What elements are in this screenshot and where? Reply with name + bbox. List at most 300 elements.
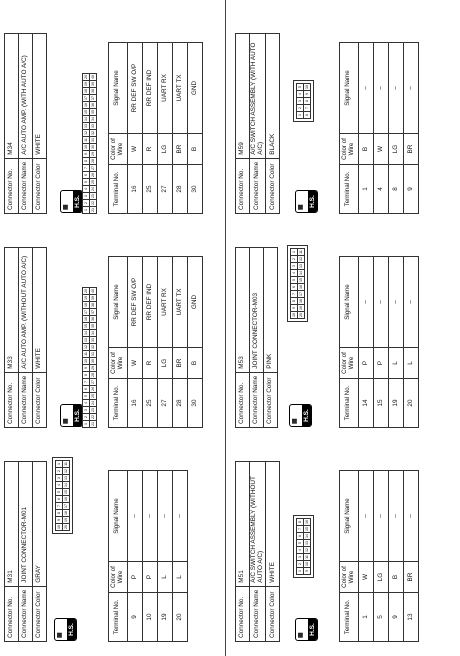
pin-cell: 4 <box>83 186 90 193</box>
connector-no-value: M34 <box>5 33 19 158</box>
pin-cell: 18 <box>64 511 68 515</box>
pin-cell: 1 <box>83 207 90 214</box>
wire-color-header: Color of Wire <box>109 348 128 379</box>
signal-name-cell: GND <box>187 257 202 348</box>
pin-cell: 35 <box>91 324 95 328</box>
signal-name-cell: – <box>373 43 388 134</box>
connector-glyph-icon: ▦ <box>298 632 304 638</box>
connector-name-value: A/C SWITCH ASSEMBLY (WITH AUTO A/C) <box>250 33 266 158</box>
hs-label: H.S. <box>302 405 311 426</box>
signal-name-cell: – <box>373 471 388 562</box>
pin-cell: 7 <box>83 165 90 172</box>
pin-cell: 19 <box>64 518 68 522</box>
pin-cell: 18 <box>84 303 88 307</box>
pin-cell: 6 <box>83 386 90 393</box>
pin-cell: 39 <box>91 82 95 86</box>
hs-icon <box>289 404 312 427</box>
pin-cell: 3 <box>291 263 298 270</box>
pin-cell: 11 <box>299 250 303 254</box>
terminal-no-header: Terminal No. <box>340 593 359 642</box>
terminal-no-cell: 9 <box>388 593 403 642</box>
connector-glyph-icon: ▦ <box>298 204 304 210</box>
connector-panel <box>4 228 199 428</box>
pin-cell: 1 <box>291 249 298 256</box>
pin-cell: 11 <box>305 555 309 559</box>
table-row <box>127 471 142 642</box>
connector-header-table <box>235 247 278 428</box>
hs-label: H.S. <box>73 405 82 426</box>
signal-name-cell: RR DEF IND <box>142 257 157 348</box>
pin-cell: 16 <box>305 520 309 524</box>
connector-header-table <box>4 33 47 214</box>
signal-name-cell: UART RX <box>157 257 172 348</box>
pin-cell: 6 <box>83 172 90 179</box>
connector-no-value: M33 <box>5 247 19 372</box>
signal-name-header: Signal Name <box>340 257 359 348</box>
pin-cell: 15 <box>299 278 303 282</box>
signal-table <box>108 256 203 428</box>
connector-color-label: Connector Color <box>266 158 280 213</box>
wire-color-cell: BR <box>403 562 418 593</box>
wire-color-cell: LG <box>373 562 388 593</box>
pin-cell: 34 <box>91 331 95 335</box>
terminal-no-cell: 16 <box>127 165 142 214</box>
signal-table <box>339 256 419 428</box>
signal-name-cell: UART TX <box>172 257 187 348</box>
pin-cell: 2 <box>297 561 304 568</box>
pin-cell: 11 <box>64 462 68 466</box>
pin-cell: 32 <box>91 131 95 135</box>
wire-color-header: Color of Wire <box>109 562 128 593</box>
connector-panel <box>4 442 184 642</box>
terminal-no-cell: 1 <box>358 165 373 214</box>
signal-name-cell: – <box>142 471 157 562</box>
pin-cell: 18 <box>84 89 88 93</box>
wire-color-header: Color of Wire <box>340 134 359 165</box>
terminal-no-header: Terminal No. <box>109 379 128 428</box>
signal-name-cell: UART TX <box>172 43 187 134</box>
connector-panel <box>235 228 415 428</box>
pin-cell: 20 <box>64 525 68 529</box>
pin-cell: 15 <box>84 324 88 328</box>
table-row <box>358 43 373 214</box>
pin-cell: 8 <box>56 510 63 517</box>
table-row <box>403 43 418 214</box>
pin-cell: 13 <box>299 264 303 268</box>
pin-cell: 31 <box>91 352 95 356</box>
terminal-no-cell: 15 <box>373 379 388 428</box>
terminal-no-cell: 1 <box>358 593 373 642</box>
table-row <box>373 43 388 214</box>
hs-icon <box>60 190 83 213</box>
pin-cell: 5 <box>56 489 63 496</box>
terminal-no-cell: 25 <box>142 379 157 428</box>
wire-color-cell: P <box>142 562 157 593</box>
connector-name-value: A/C AUTO AMP. (WITH AUTO A/C) <box>19 33 33 158</box>
pin-cell: 8 <box>83 372 90 379</box>
hs-icon <box>54 618 77 641</box>
signal-name-header: Signal Name <box>109 257 128 348</box>
pin-cell: 6 <box>304 112 311 119</box>
pin-cell: 31 <box>91 138 95 142</box>
connector-no-label: Connector No. <box>236 586 250 641</box>
pin-cell: 40 <box>91 75 95 79</box>
pin-cell: 27 <box>91 166 95 170</box>
pin-cell: 19 <box>299 306 303 310</box>
signal-table <box>108 42 203 214</box>
table-row <box>172 43 187 214</box>
pin-cell: 7 <box>56 503 63 510</box>
connector-no-value: M51 <box>236 461 250 586</box>
pin-cell: 28 <box>91 159 95 163</box>
wire-color-header: Color of Wire <box>340 562 359 593</box>
terminal-no-cell: 9 <box>403 165 418 214</box>
pin-cell: 14 <box>84 331 88 335</box>
connector-name-value: JOINT CONNECTOR-M01 <box>19 461 33 586</box>
pin-cell: 12 <box>84 131 88 135</box>
connector-no-value: M53 <box>236 247 250 372</box>
connector-color-label: Connector Color <box>264 372 278 427</box>
pin-cell: 36 <box>91 103 95 107</box>
pin-cell: 1 <box>297 568 304 575</box>
connector-name-value: A/C SWITCH ASSEMBLY (WITHOUT AUTO A/C) <box>250 461 266 586</box>
connector-name-label: Connector Name <box>250 158 266 213</box>
connector-header-table <box>4 247 47 428</box>
pin-cell: 7 <box>291 291 298 298</box>
table-row <box>358 471 373 642</box>
pin-cell: 8 <box>304 98 311 105</box>
pin-cell: 15 <box>84 110 88 114</box>
connector-color-value: BLACK <box>266 33 280 158</box>
wire-color-cell: BR <box>403 134 418 165</box>
pin-cell: 7 <box>297 526 304 533</box>
signal-table <box>108 470 188 642</box>
hs-icon <box>295 618 318 641</box>
pin-cell: 33 <box>91 338 95 342</box>
wire-color-cell: L <box>172 562 187 593</box>
pin-cell: 3 <box>297 98 304 105</box>
terminal-no-cell: 5 <box>373 593 388 642</box>
pin-cell: 4 <box>56 482 63 489</box>
wire-color-cell: W <box>127 134 142 165</box>
signal-name-cell: – <box>358 43 373 134</box>
pin-layout <box>293 515 314 578</box>
pin-cell: 18 <box>299 299 303 303</box>
hs-label: H.S. <box>308 191 317 212</box>
pin-cell: 2 <box>83 414 90 421</box>
pin-cell: 28 <box>91 373 95 377</box>
connector-name-value: JOINT CONNECTOR-M03 <box>250 247 264 372</box>
pin-cell: 16 <box>84 103 88 107</box>
pin-cell: 11 <box>84 138 88 142</box>
signal-name-cell: – <box>157 471 172 562</box>
connector-no-label: Connector No. <box>236 372 250 427</box>
pin-cell: 17 <box>299 292 303 296</box>
connector-glyph-icon: ▦ <box>292 418 298 424</box>
hs-icon <box>295 190 318 213</box>
pin-cell: 9 <box>83 365 90 372</box>
wire-color-cell: L <box>403 348 418 379</box>
pin-cell: 26 <box>91 173 95 177</box>
connector-header-table <box>4 461 47 642</box>
wire-color-cell: BR <box>172 348 187 379</box>
connector-no-label: Connector No. <box>5 158 19 213</box>
connector-glyph-icon: ▦ <box>57 632 63 638</box>
table-row <box>142 471 157 642</box>
signal-name-cell: RR DEF SW O/P <box>127 43 142 134</box>
pin-cell: 14 <box>84 117 88 121</box>
connector-panel <box>235 14 415 214</box>
table-row <box>127 43 142 214</box>
signal-name-cell: – <box>172 471 187 562</box>
signal-name-cell: – <box>403 43 418 134</box>
table-row <box>172 471 187 642</box>
pin-cell: 12 <box>64 469 68 473</box>
wire-color-cell: L <box>388 348 403 379</box>
wire-color-cell: B <box>187 348 202 379</box>
pin-cell: 27 <box>91 380 95 384</box>
table-row <box>388 471 403 642</box>
signal-name-cell: – <box>388 43 403 134</box>
signal-table <box>339 42 419 214</box>
pin-cell: 36 <box>91 317 95 321</box>
wire-color-cell: BR <box>172 134 187 165</box>
pin-cell: 16 <box>299 285 303 289</box>
terminal-no-cell: 30 <box>187 165 202 214</box>
terminal-no-cell: 28 <box>172 165 187 214</box>
terminal-no-cell: 9 <box>127 593 142 642</box>
pin-cell: 7 <box>304 105 311 112</box>
pin-cell: 14 <box>64 483 68 487</box>
table-row <box>388 257 403 428</box>
pin-cell: 8 <box>297 519 304 526</box>
signal-name-cell: – <box>127 471 142 562</box>
connector-no-label: Connector No. <box>5 372 19 427</box>
pin-cell: 4 <box>297 91 304 98</box>
pin-cell: 3 <box>83 407 90 414</box>
wire-color-header: Color of Wire <box>109 134 128 165</box>
terminal-no-cell: 19 <box>157 593 172 642</box>
connector-color-label: Connector Color <box>33 372 47 427</box>
terminal-no-cell: 27 <box>157 165 172 214</box>
terminal-no-header: Terminal No. <box>340 165 359 214</box>
pin-cell: 24 <box>91 401 95 405</box>
pin-cell: 5 <box>83 179 90 186</box>
wire-color-cell: R <box>142 348 157 379</box>
wire-color-cell: P <box>358 348 373 379</box>
terminal-no-cell: 19 <box>388 379 403 428</box>
pin-cell: 25 <box>91 180 95 184</box>
pin-cell: 1 <box>297 112 304 119</box>
pin-layout <box>52 457 73 534</box>
table-row <box>187 43 202 214</box>
terminal-no-cell: 16 <box>127 379 142 428</box>
pin-cell: 38 <box>91 89 95 93</box>
pin-cell: 32 <box>91 345 95 349</box>
table-row <box>127 257 142 428</box>
pin-layout <box>82 73 97 214</box>
pin-cell: 17 <box>64 504 68 508</box>
connector-header-table <box>235 33 280 214</box>
pin-cell: 3 <box>297 554 304 561</box>
connector-no-label: Connector No. <box>5 586 19 641</box>
pin-cell: 2 <box>56 468 63 475</box>
pin-cell: 39 <box>91 296 95 300</box>
pin-cell: 16 <box>64 497 68 501</box>
table-row <box>157 471 172 642</box>
pin-cell: 33 <box>91 124 95 128</box>
terminal-no-cell: 14 <box>358 379 373 428</box>
terminal-no-header: Terminal No. <box>109 593 128 642</box>
signal-name-cell: UART RX <box>157 43 172 134</box>
pin-layout <box>82 287 97 428</box>
pin-cell: 11 <box>84 352 88 356</box>
pin-cell: 9 <box>304 568 311 575</box>
pin-cell: 16 <box>84 317 88 321</box>
wire-color-cell: B <box>358 134 373 165</box>
terminal-no-cell: 25 <box>142 165 157 214</box>
signal-name-cell: – <box>388 471 403 562</box>
pin-cell: 20 <box>84 289 88 293</box>
pin-cell: 9 <box>83 151 90 158</box>
table-row <box>142 257 157 428</box>
signal-name-cell: GND <box>187 43 202 134</box>
signal-name-cell: – <box>403 471 418 562</box>
pin-cell: 15 <box>64 490 68 494</box>
terminal-no-cell: 8 <box>388 165 403 214</box>
connector-name-label: Connector Name <box>250 586 266 641</box>
pin-cell: 2 <box>297 105 304 112</box>
pin-cell: 35 <box>91 110 95 114</box>
pin-cell: 23 <box>91 408 95 412</box>
connector-color-value: PINK <box>264 247 278 372</box>
signal-name-header: Signal Name <box>109 471 128 562</box>
pin-cell: 19 <box>84 82 88 86</box>
table-row <box>157 43 172 214</box>
pin-cell: 10 <box>305 85 309 89</box>
pin-cell: 12 <box>305 548 309 552</box>
connector-glyph-icon: ▦ <box>63 418 69 424</box>
table-row <box>172 257 187 428</box>
terminal-no-cell: 20 <box>403 379 418 428</box>
pin-cell: 5 <box>297 540 304 547</box>
connector-name-label: Connector Name <box>19 158 33 213</box>
pin-cell: 10 <box>84 145 88 149</box>
pin-cell: 14 <box>305 534 309 538</box>
pin-cell: 10 <box>292 313 296 317</box>
signal-name-header: Signal Name <box>340 471 359 562</box>
wire-color-cell: B <box>388 562 403 593</box>
pin-cell: 15 <box>305 527 309 531</box>
pin-cell: 37 <box>91 310 95 314</box>
pin-cell: 5 <box>291 277 298 284</box>
pin-cell: 22 <box>91 415 95 419</box>
connector-name-label: Connector Name <box>19 586 33 641</box>
connector-header-table <box>235 461 280 642</box>
hs-label: H.S. <box>67 619 76 640</box>
signal-name-cell: – <box>358 257 373 348</box>
pin-cell: 21 <box>91 422 95 426</box>
signal-name-cell: – <box>388 257 403 348</box>
pin-cell: 4 <box>297 547 304 554</box>
pin-cell: 6 <box>56 496 63 503</box>
pin-cell: 10 <box>84 359 88 363</box>
wire-color-header: Color of Wire <box>340 348 359 379</box>
terminal-no-cell: 30 <box>187 379 202 428</box>
connector-no-value: M59 <box>236 33 250 158</box>
pin-cell: 30 <box>91 359 95 363</box>
table-row <box>142 43 157 214</box>
signal-name-cell: RR DEF IND <box>142 43 157 134</box>
pin-cell: 14 <box>299 271 303 275</box>
terminal-no-cell: 4 <box>373 165 388 214</box>
connector-no-label: Connector No. <box>236 158 250 213</box>
wire-color-cell: W <box>127 348 142 379</box>
pin-cell: 13 <box>84 338 88 342</box>
pin-cell: 3 <box>56 475 63 482</box>
pin-cell: 21 <box>91 208 95 212</box>
pin-cell: 24 <box>91 187 95 191</box>
table-row <box>373 257 388 428</box>
terminal-no-header: Terminal No. <box>109 165 128 214</box>
connector-color-label: Connector Color <box>33 158 47 213</box>
table-row <box>157 257 172 428</box>
connector-name-label: Connector Name <box>19 372 33 427</box>
pin-cell: 40 <box>91 289 95 293</box>
signal-name-cell: RR DEF SW O/P <box>127 257 142 348</box>
pin-cell: 9 <box>56 517 63 524</box>
table-row <box>373 471 388 642</box>
terminal-no-cell: 13 <box>403 593 418 642</box>
table-row <box>388 43 403 214</box>
wire-color-cell: B <box>187 134 202 165</box>
pin-cell: 29 <box>91 152 95 156</box>
pin-cell: 13 <box>84 124 88 128</box>
pin-cell: 17 <box>84 96 88 100</box>
pin-cell: 10 <box>57 525 61 529</box>
pin-cell: 22 <box>91 201 95 205</box>
connector-name-label: Connector Name <box>250 372 264 427</box>
terminal-no-cell: 10 <box>142 593 157 642</box>
connector-color-value: GRAY <box>33 461 47 586</box>
wire-color-cell: LG <box>157 134 172 165</box>
table-row <box>403 471 418 642</box>
wire-color-cell: L <box>157 562 172 593</box>
pin-cell: 30 <box>91 145 95 149</box>
pin-cell: 37 <box>91 96 95 100</box>
hs-icon <box>60 404 83 427</box>
wire-color-cell: W <box>373 134 388 165</box>
pin-cell: 2 <box>83 200 90 207</box>
pin-cell: 3 <box>83 193 90 200</box>
pin-cell: 6 <box>297 533 304 540</box>
pin-cell: 9 <box>304 91 311 98</box>
pin-cell: 5 <box>297 84 304 91</box>
connector-name-value: A/C AUTO AMP. (WITHOUT AUTO A/C) <box>19 247 33 372</box>
terminal-no-cell: 28 <box>172 379 187 428</box>
signal-name-cell: – <box>358 471 373 562</box>
connector-color-value: WHITE <box>33 33 47 158</box>
terminal-no-cell: 27 <box>157 379 172 428</box>
pin-cell: 12 <box>84 345 88 349</box>
pin-cell: 8 <box>291 298 298 305</box>
pin-cell: 29 <box>91 366 95 370</box>
signal-name-cell: – <box>373 257 388 348</box>
signal-table <box>339 470 419 642</box>
signal-name-cell: – <box>403 257 418 348</box>
pin-cell: 13 <box>305 541 309 545</box>
pin-cell: 4 <box>83 400 90 407</box>
